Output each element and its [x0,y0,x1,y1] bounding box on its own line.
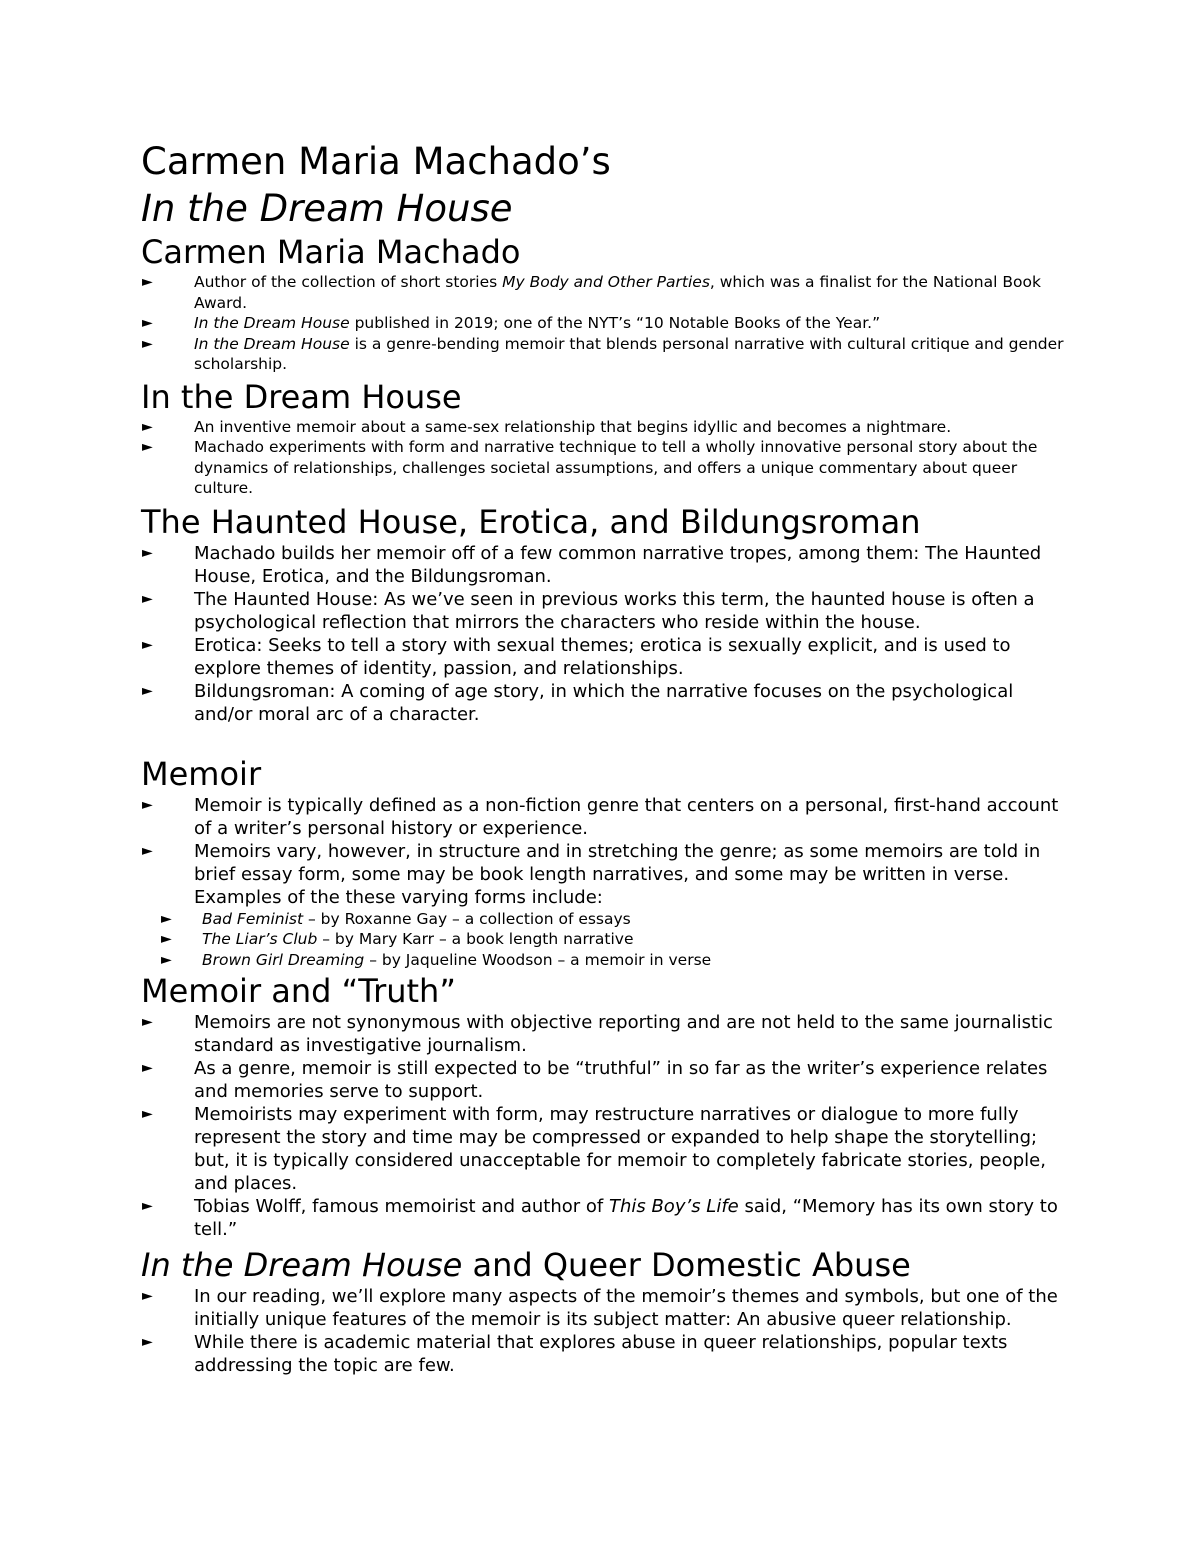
section-memoir [141,754,1066,971]
section-author [141,232,1066,375]
arrow-bullet-icon: ► [142,1288,153,1304]
list-item: ► Memoirists may experiment with form, may restructure narratives or dialogue to more fully represent the story and time may be compressed or expanded to help shape the storytelling; but, it is typically considered unacceptable for memoir to completely fabricate stories, people, and places. [142,1104,1046,1194]
section-heading-book: In the Dream House [141,377,462,416]
arrow-bullet-icon: ► [142,1106,153,1122]
book-title: My Body and Other Parties [502,273,710,291]
list-item: ► The Liar’s Club – by Mary Karr – a book length narrative [161,930,634,948]
bullet-list-abuse [141,1285,1066,1377]
arrow-bullet-icon: ► [142,590,153,607]
book-title: In the Dream House [141,1246,463,1284]
list-item: ► The Haunted House: As we’ve seen in previous works this term, the haunted house is often a psychological reflection that mirrors the characters who reside within the house. [142,588,1035,633]
arrow-bullet-icon: ► [142,636,153,653]
list-item: ► Erotica: Seeks to tell a story with sexual themes; erotica is sexually explicit, and is used to explore themes of identity, passion, and relationships. [142,634,1011,679]
arrow-bullet-icon: ► [142,315,153,331]
arrow-bullet-icon: ► [142,842,153,859]
list-item: ► Memoir is typically defined as a non-fiction genre that centers on a personal, first-hand account of a writer’s personal history or experience. [142,794,1059,839]
list-item: ► Bildungsroman: A coming of age story, in which the narrative focuses on the psychological and/or moral arc of a character. [142,680,1014,725]
bullet-list-author [141,272,1066,375]
section-heading-truth: Memoir and “Truth” [141,972,456,1010]
section-book [141,377,1066,499]
arrow-bullet-icon: ► [161,910,172,927]
arrow-bullet-icon: ► [142,682,153,699]
list-item: ► Author of the collection of short stories My Body and Other Parties, which was a finalist for the National Book Award. [142,273,1041,312]
list-item: ► An inventive memoir about a same-sex relationship that begins idyllic and becomes a nightmare. [142,417,952,436]
list-item: ► In the Dream House is a genre-bending memoir that blends personal narrative with cultural critique and gender scholarship. [142,334,1064,373]
list-item: ► In the Dream House published in 2019; one of the NYT’s “10 Notable Books of the Year.” [142,314,881,332]
arrow-bullet-icon: ► [161,931,172,947]
arrow-bullet-icon: ► [142,544,153,561]
book-title: In the Dream House [194,314,350,332]
arrow-bullet-icon: ► [142,1334,153,1350]
list-item: ► Memoirs are not synonymous with objective reporting and are not held to the same journalistic standard as investigative journalism. [142,1012,1053,1056]
list-item: ► As a genre, memoir is still expected to be “truthful” in so far as the writer’s experience relates and memories serve to support. [142,1058,1048,1102]
arrow-bullet-icon: ► [161,951,172,968]
book-title: In the Dream House [194,334,350,353]
list-item: ► Brown Girl Dreaming – by Jaqueline Woodson – a memoir in verse [161,950,712,969]
arrow-bullet-icon: ► [142,1060,153,1076]
section-truth [141,971,1066,1241]
book-title: This Boy’s Life [608,1196,739,1217]
section-tropes [141,502,1066,726]
section-abuse [141,1245,1066,1377]
section-heading-memoir: Memoir [141,754,262,793]
list-item: ► Memoirs vary, however, in structure and in stretching the genre; as some memoirs are told in brief essay form, some may be book length narratives, and some may be written in verse. Examples of the these varying forms include: [142,840,1041,908]
arrow-bullet-icon: ► [142,274,153,290]
sub-list-memoir-examples [141,909,1066,971]
section-heading-abuse: In the Dream House and Queer Domestic Abuse [141,1246,911,1284]
arrow-bullet-icon: ► [142,1014,153,1030]
document-title: Carmen Maria Machado’s [141,140,611,183]
document-page [141,138,1066,1377]
list-item: ► Tobias Wolff, famous memoirist and author of This Boy’s Life said, “Memory has its own story to tell.” [142,1196,1058,1240]
arrow-bullet-icon: ► [142,418,153,435]
document-subtitle: In the Dream House [141,187,513,230]
arrow-bullet-icon: ► [142,439,153,455]
section-heading-author: Carmen Maria Machado [141,233,521,271]
bullet-list-memoir [141,794,1066,909]
arrow-bullet-icon: ► [142,1198,153,1214]
book-title: The Liar’s Club [202,930,318,948]
bullet-list-truth [141,1011,1066,1241]
list-item: ► While there is academic material that explores abuse in queer relationships, popular texts addressing the topic are few. [142,1332,1008,1376]
book-title: Brown Girl Dreaming [202,950,365,969]
bullet-list-book [141,417,1066,499]
section-heading-tropes: The Haunted House, Erotica, and Bildungsroman [141,502,921,541]
bullet-list-tropes [141,542,1066,726]
arrow-bullet-icon: ► [142,796,153,813]
arrow-bullet-icon: ► [142,335,153,352]
list-item: ► Machado builds her memoir off of a few common narrative tropes, among them: The Haunted House, Erotica, and the Bildungsroman. [142,542,1042,587]
list-item: ► Machado experiments with form and narrative technique to tell a wholly innovative personal story about the dynamics of relationships, challenges societal assumptions, and offers a unique commentary about queer culture. [142,438,1038,497]
list-item: ► Bad Feminist – by Roxanne Gay – a collection of essays [161,909,631,928]
book-title: Bad Feminist [202,909,304,928]
list-item: ► In our reading, we’ll explore many aspects of the memoir’s themes and symbols, but one of the initially unique features of the memoir is its subject matter: An abusive queer relationship. [142,1286,1058,1330]
